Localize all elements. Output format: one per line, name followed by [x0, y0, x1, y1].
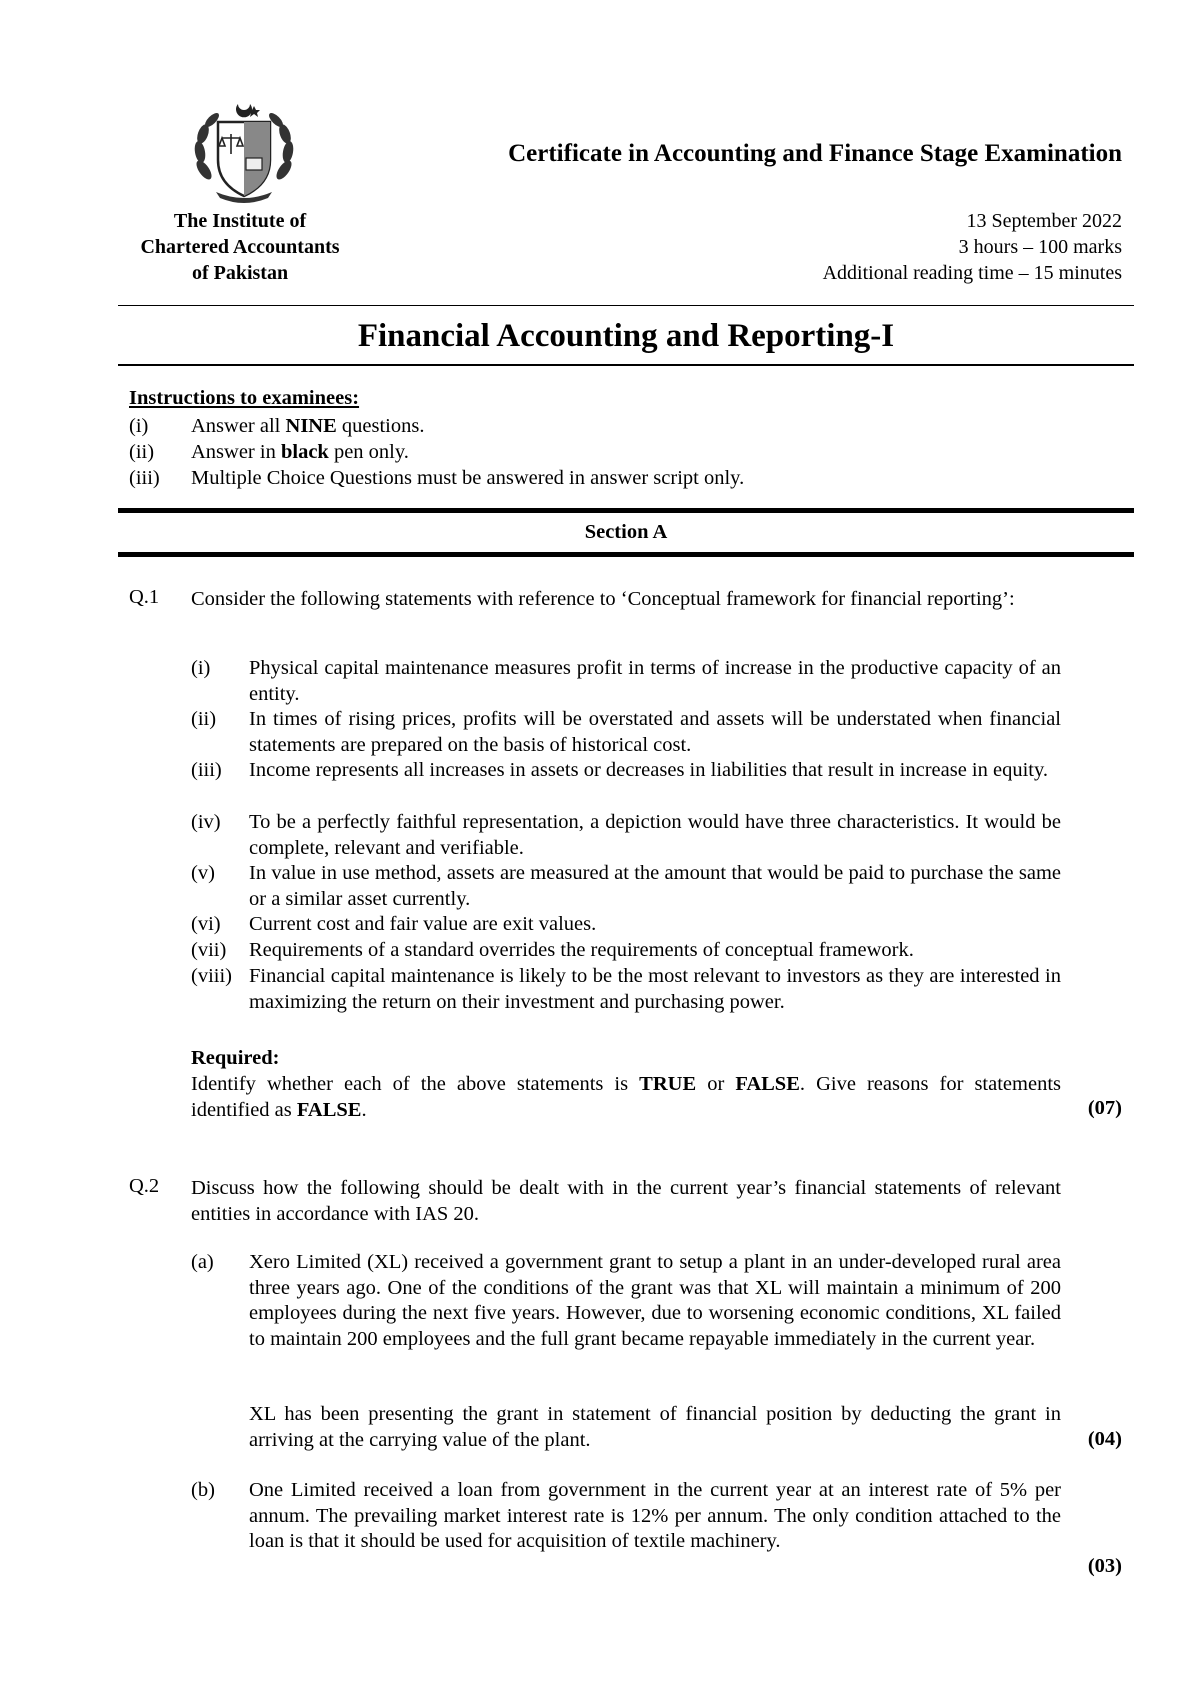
- required-text-part: Identify whether each of the above statements is: [191, 1073, 640, 1095]
- statement-number: (iv): [191, 811, 221, 833]
- part-text: XL has been presenting the grant in statement of financial position by deducting the grant in arriving at the carrying value of the plant.: [249, 1403, 1061, 1451]
- instruction-text-part: questions.: [336, 415, 425, 437]
- exam-meta: [680, 208, 1122, 286]
- exam-date: 13 September 2022: [966, 210, 1122, 232]
- required-emphasis: FALSE: [735, 1073, 800, 1095]
- exam-title: Certificate in Accounting and Finance Stage Examination: [508, 140, 1122, 167]
- institute-name: [120, 208, 360, 286]
- paper-title: Financial Accounting and Reporting-I: [357, 318, 895, 354]
- marks-allocation: (04): [1087, 1428, 1122, 1450]
- statement-text: To be a perfectly faithful representation, a depiction would have three characteristics. It would be complete, relevant and verifiable.: [249, 811, 1061, 859]
- instruction-text-part: Answer all: [191, 415, 286, 437]
- statement-text: In value in use method, assets are measured at the amount that would be paid to purchase the same or a similar asset currently.: [249, 862, 1061, 910]
- question-intro: Consider the following statements with reference to ‘Conceptual framework for financial reporting’:: [191, 588, 1015, 610]
- section-divider: [118, 508, 1134, 513]
- required-text: [191, 1071, 1061, 1123]
- instruction-number: (iii): [129, 467, 160, 489]
- divider: [118, 305, 1134, 306]
- reading-time: Additional reading time – 15 minutes: [822, 262, 1122, 284]
- part-number: (a): [191, 1251, 214, 1273]
- book-icon: [246, 158, 262, 170]
- instruction-text-part: Multiple Choice Questions must be answered in answer script only.: [191, 467, 745, 489]
- part-number: (b): [191, 1479, 215, 1501]
- instruction-text-part: pen only.: [328, 441, 409, 463]
- instruction-text-part: Answer in: [191, 441, 281, 463]
- instruction-text: [191, 413, 424, 439]
- instruction-number: (i): [129, 415, 149, 437]
- section-heading: Section A: [584, 521, 668, 543]
- statement-number: (i): [191, 657, 211, 679]
- statement-number: (ii): [191, 708, 217, 730]
- required-emphasis: FALSE: [296, 1099, 362, 1121]
- statement-text: Income represents all increases in assets or decreases in liabilities that result in increase in equity.: [249, 759, 1049, 781]
- statement-text: Requirements of a standard overrides the requirements of conceptual framework.: [249, 939, 914, 961]
- required-text-part: . Give reasons for statements identified as: [191, 1073, 1061, 1121]
- statement-number: (vi): [191, 913, 221, 935]
- question-number: Q.1: [129, 586, 160, 608]
- required-text-part: or: [696, 1073, 736, 1095]
- statement-number: (iii): [191, 759, 222, 781]
- institute-logo: [188, 100, 300, 208]
- required-text-part: .: [361, 1099, 367, 1121]
- required-emphasis: TRUE: [639, 1073, 697, 1095]
- statement-number: (viii): [191, 965, 232, 987]
- instruction-text: [191, 439, 409, 465]
- part-text: Xero Limited (XL) received a government grant to setup a plant in an under-developed rural area three years ago. One of the conditions of the grant was that XL will maintain a minimum of 200 employees during the next five years. However, due to worsening economic conditions, XL failed to maintain 200 employees and the full grant became repayable immediately in the current year.: [249, 1251, 1061, 1350]
- statement-text: In times of rising prices, profits will be overstated and assets will be understated when financial statements are prepared on the basis of historical cost.: [249, 708, 1061, 756]
- instruction-emphasis: NINE: [285, 415, 337, 437]
- statement-number: (vii): [191, 939, 227, 961]
- divider: [118, 364, 1134, 366]
- exam-duration: 3 hours – 100 marks: [958, 236, 1122, 258]
- instructions-heading: Instructions to examinees:: [129, 387, 360, 409]
- institute-name-line: The Institute of: [173, 210, 307, 232]
- statement-text: Current cost and fair value are exit values.: [249, 913, 597, 935]
- required-label: Required:: [191, 1047, 280, 1069]
- statement-text: Financial capital maintenance is likely to be the most relevant to investors as they are interested in maximizing the return on their investment and purchasing power.: [249, 965, 1061, 1013]
- instruction-emphasis: black: [280, 441, 329, 463]
- question-number: Q.2: [129, 1175, 160, 1197]
- section-divider: [118, 552, 1134, 557]
- institute-name-line: Chartered Accountants: [140, 236, 340, 258]
- institute-name-line: of Pakistan: [191, 262, 289, 284]
- statement-number: (v): [191, 862, 215, 884]
- question-intro: Discuss how the following should be dealt with in the current year’s financial statements of relevant entities in accordance with IAS 20.: [191, 1177, 1061, 1225]
- instruction-text: [191, 465, 744, 491]
- marks-allocation: (03): [1087, 1555, 1122, 1577]
- marks-allocation: (07): [1087, 1097, 1122, 1119]
- part-text: One Limited received a loan from government in the current year at an interest rate of 5% per annum. The prevailing market interest rate is 12% per annum. The only condition attached to the loan is that it should be used for acquisition of textile machinery.: [249, 1479, 1061, 1552]
- instruction-number: (ii): [129, 441, 155, 463]
- statement-text: Physical capital maintenance measures profit in terms of increase in the productive capacity of an entity.: [249, 657, 1061, 705]
